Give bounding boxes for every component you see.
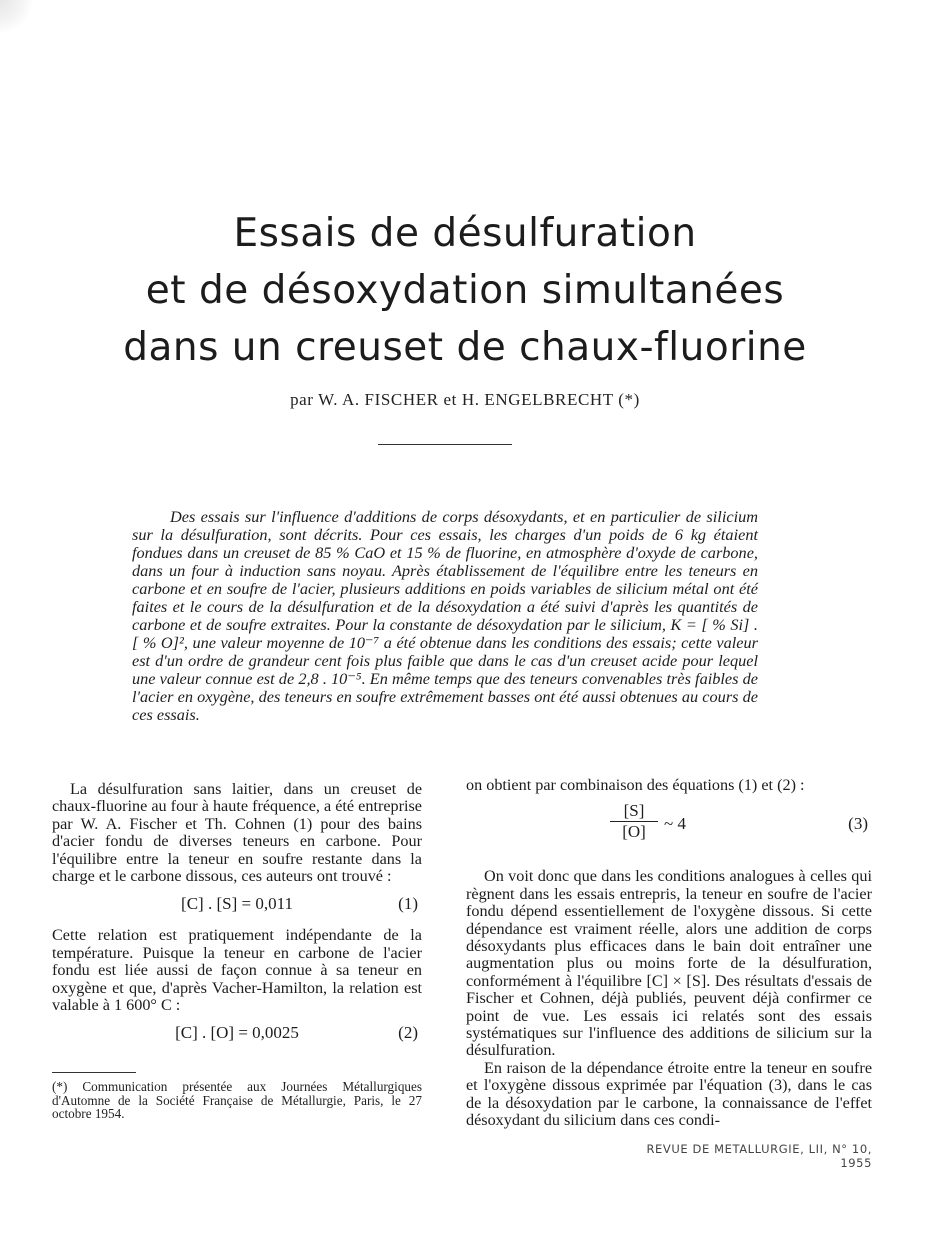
footnote: (*) Communication présentée aux Journées Métallurgiques d'Automne de la Société Française de Métallurgie, Paris, le 27 octobre 1954.: [52, 1079, 422, 1122]
equation-2-number: (2): [398, 1023, 418, 1043]
journal-footer: REVUE DE METALLURGIE, LII, N° 10, 1955: [646, 1142, 872, 1170]
author-byline: par W. A. FISCHER et H. ENGELBRECHT (*): [290, 390, 640, 409]
equation-3-denominator: [O]: [622, 821, 646, 841]
equation-3-fraction: [610, 802, 658, 840]
equation-1: [52, 885, 422, 927]
right-paragraph-3: En raison de la dépendance étroite entre la teneur en soufre et l'oxygène dissous exprimée par l'équation (3), dans le cas de la désoxydation par le carbone, la connaissance de l'effet désoxydant du silicium dans ces condi-: [466, 1058, 872, 1130]
equation-2-body: [C] . [O] = 0,0025: [175, 1023, 299, 1043]
left-column: [52, 781, 422, 1056]
abstract: Des essais sur l'influence d'additions de corps désoxydants, et en particulier de silicium sur la désulfuration, sont décrits. Pour ces essais, les charges d'un poids de 6 kg étaient fondues dans un creuset de 85 % CaO et 15 % de fluorine, en atmosphère d'oxyde de carbone, dans un four à induction sans noyau. Après établissement de l'équilibre entre les teneurs en carbone et en soufre de l'acier, plusieurs additions en poids variables de silicium métal ont été faites et le cours de la désulfuration et de la désoxydation a été suivi d'après les quantités de carbone et de soufre extraites. Pour la constante de désoxydation par le silicium, K = [ % Si] . [ % O]², une valeur moyenne de 10⁻⁷ a été obtenue dans les conditions des essais; cette valeur est d'un ordre de grandeur cent fois plus faible que dans le cas d'un creuset acide pour lequel une valeur connue est de 2,8 . 10⁻⁵. En même temps que des teneurs convenables très faibles de l'acier en oxygène, des teneurs en soufre extrêmement basses ont été aussi obtenues au cours de ces essais.: [132, 507, 758, 724]
right-paragraph-1: on obtient par combinaison des équations (1) et (2) :: [466, 776, 805, 794]
title-line-3: dans un creuset de chaux-fluorine: [123, 325, 807, 370]
title-line-1: Essais de désulfuration: [233, 211, 697, 256]
footnote-divider: [52, 1072, 136, 1073]
equation-3-number: (3): [848, 814, 868, 834]
left-paragraph-1: La désulfuration sans laitier, dans un creuset de chaux-fluorine au four à haute fréquence, a été entreprise par W. A. Fischer et Th. Cohnen (1) pour des bains d'acier fondu de diverses teneurs en carbone. Pour l'équilibre entre la teneur en soufre restante dans la charge et le carbone dissous, ces auteurs ont trouvé :: [52, 780, 422, 886]
right-paragraph-2: On voit donc que dans les conditions analogues à celles qui règnent dans les essais entrepris, la teneur en soufre de l'acier fondu dépend essentiellement de l'oxygène dissous. Si cette dépendance est vraiment réelle, alors une addition de corps désoxydants plus efficaces dans le bain doit entraîner une augmentation plus ou moins forte de la désulfuration, conformément à l'équilibre [C] × [S]. Des résultats d'essais de Fischer et Cohnen, déjà publiés, peuvent déjà confirmer ce point de vue. Les essais ici relatés sont des essais systématiques sur l'influence des additions de silicium sur la désulfuration.: [466, 867, 872, 1060]
right-column: [466, 777, 872, 1130]
title-line-2: et de désoxydation simultanées: [145, 268, 785, 313]
title-divider: [378, 444, 512, 445]
equation-3-numerator: [S]: [610, 802, 658, 821]
scan-corner-mark: [0, 0, 34, 34]
article-title: [0, 205, 930, 376]
equation-3-tail: ~ 4: [664, 814, 686, 834]
left-paragraph-2: Cette relation est pratiquement indépendante de la température. Puisque la teneur en carbone de l'acier fondu est liée aussi de façon connue à sa teneur en oxygène et que, d'après Vacher-Hamilton, la relation est valable à 1 600° C :: [52, 926, 422, 1015]
equation-3: [466, 794, 872, 868]
equation-2: [52, 1014, 422, 1056]
equation-1-number: (1): [398, 894, 418, 914]
equation-1-body: [C] . [S] = 0,011: [181, 894, 293, 914]
